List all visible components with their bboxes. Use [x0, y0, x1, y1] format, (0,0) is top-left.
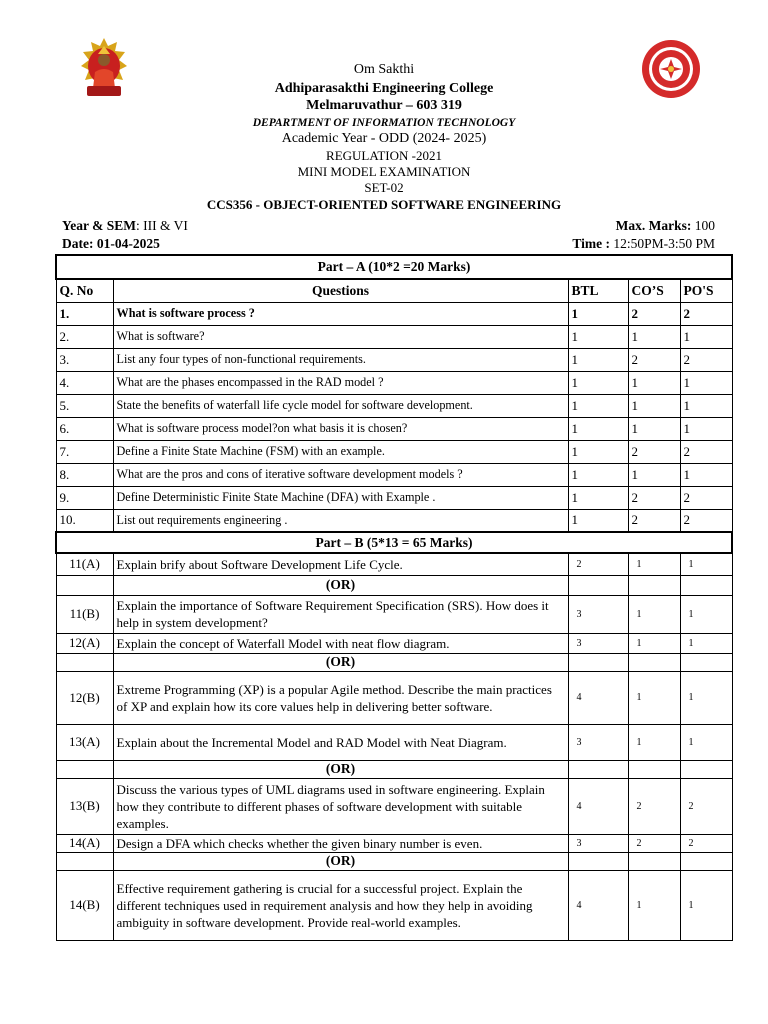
part-b-question-row [56, 870, 732, 940]
program-outcome: 2 [680, 834, 732, 852]
question-text: What is software? [113, 325, 568, 348]
course-title: CCS356 - OBJECT-ORIENTED SOFTWARE ENGINEERING [206, 197, 562, 212]
part-b-question-row [56, 834, 732, 852]
program-outcome: 1 [680, 633, 732, 653]
academic-year: Academic Year - ODD (2024- 2025) [281, 131, 487, 146]
question-text: Define a Finite State Machine (FSM) with an example. [113, 440, 568, 463]
btl-level: 4 [568, 870, 628, 940]
question-number: 7. [56, 440, 113, 463]
question-text: What is software process ? [113, 302, 568, 325]
empty-cell [56, 653, 113, 671]
or-label: (OR) [113, 852, 568, 870]
empty-cell [628, 852, 680, 870]
question-text: Explain about the Incremental Model and RAD Model with Neat Diagram. [113, 724, 568, 760]
empty-cell [568, 760, 628, 778]
question-number: 11(A) [56, 553, 113, 575]
question-text: Define Deterministic Finite State Machine (DFA) with Example . [113, 486, 568, 509]
question-number: 10. [56, 509, 113, 532]
question-text: Explain the concept of Waterfall Model with neat flow diagram. [113, 633, 568, 653]
course-outcome: 2 [628, 302, 680, 325]
exam-time [572, 236, 715, 252]
course-outcome: 2 [628, 348, 680, 371]
part-a-question-row [56, 440, 732, 463]
question-number: 3. [56, 348, 113, 371]
course-outcome: 1 [628, 595, 680, 633]
part-a-question-row [56, 325, 732, 348]
btl-level: 1 [568, 348, 628, 371]
part-a-question-row [56, 371, 732, 394]
course-outcome: 1 [628, 463, 680, 486]
question-number: 13(B) [56, 778, 113, 834]
btl-level: 4 [568, 778, 628, 834]
course-outcome: 1 [628, 671, 680, 724]
btl-level: 1 [568, 509, 628, 532]
program-outcome: 1 [680, 870, 732, 940]
program-outcome: 2 [680, 348, 732, 371]
btl-level: 1 [568, 394, 628, 417]
btl-level: 1 [568, 302, 628, 325]
max-marks-label: Max. Marks: [615, 218, 692, 233]
qno-header: Q. No [56, 279, 113, 302]
question-text: What is software process model?on what basis it is chosen? [113, 417, 568, 440]
course-outcome: 1 [628, 371, 680, 394]
question-text: What are the pros and cons of iterative software development models ? [113, 463, 568, 486]
part-a-question-row [56, 394, 732, 417]
empty-cell [680, 575, 732, 595]
or-separator-row [56, 760, 732, 778]
question-number: 2. [56, 325, 113, 348]
empty-cell [628, 760, 680, 778]
course-outcome: 2 [628, 440, 680, 463]
exam-name: MINI MODEL EXAMINATION [297, 164, 471, 179]
btl-header: BTL [568, 279, 628, 302]
btl-level: 3 [568, 834, 628, 852]
program-outcome: 2 [680, 486, 732, 509]
question-number: 5. [56, 394, 113, 417]
program-outcome: 2 [680, 302, 732, 325]
program-outcome: 1 [680, 553, 732, 575]
or-label: (OR) [113, 653, 568, 671]
or-label: (OR) [113, 760, 568, 778]
question-text: Design a DFA which checks whether the given binary number is even. [113, 834, 568, 852]
question-number: 6. [56, 417, 113, 440]
empty-cell [56, 852, 113, 870]
part-a-question-row [56, 486, 732, 509]
question-text: State the benefits of waterfall life cycle model for software development. [113, 394, 568, 417]
empty-cell [568, 575, 628, 595]
btl-level: 1 [568, 440, 628, 463]
program-outcome: 2 [680, 440, 732, 463]
question-text: Extreme Programming (XP) is a popular Agile method. Describe the main practices of XP and explain how its core values help in delivering better software. [113, 671, 568, 724]
course-outcome: 1 [628, 870, 680, 940]
part-a-question-row [56, 509, 732, 532]
btl-level: 2 [568, 553, 628, 575]
course-outcome: 1 [628, 325, 680, 348]
exam-date: Date: 01-04-2025 [62, 236, 160, 251]
course-outcome: 1 [628, 417, 680, 440]
part-b-heading-row [56, 532, 732, 553]
course-outcome: 2 [628, 486, 680, 509]
question-number: 14(A) [56, 834, 113, 852]
empty-cell [568, 653, 628, 671]
question-text: Discuss the various types of UML diagrams used in software engineering. Explain how they contribute to different phases of software development with suitable examples. [113, 778, 568, 834]
part-a-title: Part – A (10*2 =20 Marks) [56, 255, 732, 279]
college-location: Melmaruvathur – 603 319 [306, 98, 462, 113]
question-number: 11(B) [56, 595, 113, 633]
regulation: REGULATION -2021 [326, 148, 442, 163]
part-a-question-row [56, 417, 732, 440]
year-sem [62, 218, 188, 234]
program-outcome: 1 [680, 595, 732, 633]
course-outcome: 1 [628, 633, 680, 653]
year-sem-label: Year & SEM [62, 218, 136, 233]
course-outcome: 2 [628, 509, 680, 532]
time-label: Time : [572, 236, 610, 251]
btl-level: 1 [568, 371, 628, 394]
part-b-question-row [56, 671, 732, 724]
department-name: DEPARTMENT OF INFORMATION TECHNOLOGY [252, 117, 516, 129]
question-number: 4. [56, 371, 113, 394]
greeting: Om Sakthi [353, 62, 415, 77]
question-set: SET-02 [364, 180, 404, 195]
empty-cell [680, 760, 732, 778]
question-number: 13(A) [56, 724, 113, 760]
part-b-question-row [56, 553, 732, 575]
part-a-heading-row [56, 255, 732, 279]
part-a-question-row [56, 302, 732, 325]
or-separator-row [56, 852, 732, 870]
program-outcome: 1 [680, 463, 732, 486]
question-number: 12(B) [56, 671, 113, 724]
question-text: Explain brify about Software Development Life Cycle. [113, 553, 568, 575]
or-label: (OR) [113, 575, 568, 595]
empty-cell [56, 760, 113, 778]
or-separator-row [56, 575, 732, 595]
max-marks-value: 100 [691, 218, 715, 233]
part-b-question-row [56, 595, 732, 633]
part-b-question-row [56, 633, 732, 653]
program-outcome: 1 [680, 394, 732, 417]
part-b-question-row [56, 778, 732, 834]
course-outcome: 1 [628, 553, 680, 575]
program-outcome: 1 [680, 671, 732, 724]
course-outcome: 2 [628, 834, 680, 852]
program-outcome: 1 [680, 325, 732, 348]
table-header-row [56, 279, 732, 302]
btl-level: 1 [568, 325, 628, 348]
empty-cell [680, 653, 732, 671]
btl-level: 1 [568, 486, 628, 509]
question-number: 12(A) [56, 633, 113, 653]
empty-cell [628, 575, 680, 595]
course-outcome: 1 [628, 724, 680, 760]
question-number: 9. [56, 486, 113, 509]
btl-level: 3 [568, 595, 628, 633]
time-value: 12:50PM-3:50 PM [609, 236, 715, 251]
year-sem-value: : III & VI [136, 218, 188, 233]
btl-level: 4 [568, 671, 628, 724]
question-text: Explain the importance of Software Requirement Specification (SRS). How does it help in system development? [113, 595, 568, 633]
part-a-question-row [56, 348, 732, 371]
or-separator-row [56, 653, 732, 671]
question-text: List any four types of non-functional requirements. [113, 348, 568, 371]
question-table [55, 254, 733, 941]
part-b-title: Part – B (5*13 = 65 Marks) [56, 532, 732, 553]
empty-cell [568, 852, 628, 870]
questions-header: Questions [113, 279, 568, 302]
course-outcome: 1 [628, 394, 680, 417]
program-outcome: 2 [680, 509, 732, 532]
btl-level: 3 [568, 633, 628, 653]
btl-level: 1 [568, 417, 628, 440]
empty-cell [628, 653, 680, 671]
question-number: 1. [56, 302, 113, 325]
max-marks [616, 218, 715, 234]
btl-level: 3 [568, 724, 628, 760]
empty-cell [56, 575, 113, 595]
question-number: 8. [56, 463, 113, 486]
question-text: What are the phases encompassed in the RAD model ? [113, 371, 568, 394]
program-outcome: 1 [680, 724, 732, 760]
btl-level: 1 [568, 463, 628, 486]
empty-cell [680, 852, 732, 870]
program-outcome: 1 [680, 371, 732, 394]
course-outcome: 2 [628, 778, 680, 834]
cos-header: CO’S [628, 279, 680, 302]
question-text: List out requirements engineering . [113, 509, 568, 532]
question-number: 14(B) [56, 870, 113, 940]
program-outcome: 2 [680, 778, 732, 834]
college-name: Adhiparasakthi Engineering College [274, 81, 494, 96]
question-text: Effective requirement gathering is crucial for a successful project. Explain the different techniques used in requirement analysis and how they help in avoiding ambiguity in software development. Provide real-world examples. [113, 870, 568, 940]
part-a-question-row [56, 463, 732, 486]
program-outcome: 1 [680, 417, 732, 440]
part-b-question-row [56, 724, 732, 760]
pos-header: PO'S [680, 279, 732, 302]
